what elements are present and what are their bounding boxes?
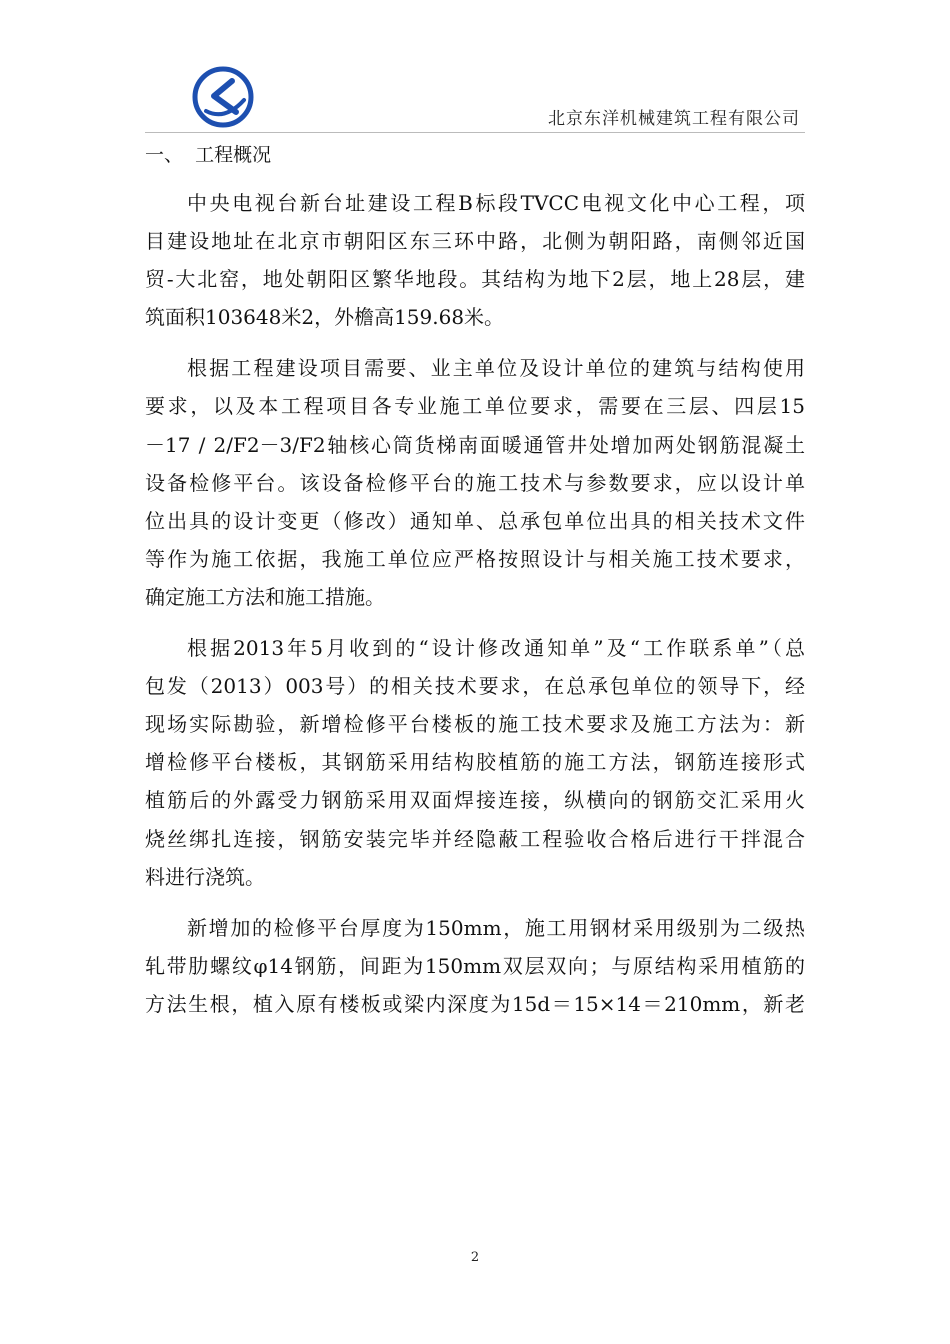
document-body xyxy=(145,184,805,1023)
text-line: －17 / 2/F2－3/F2轴核心筒货梯南面暖通管井处增加两处钢筋混凝土 xyxy=(145,432,805,457)
text-line: 确定施工方法和施工措施。 xyxy=(145,584,385,609)
text-line: 烧丝绑扎连接，钢筋安装完毕并经隐蔽工程验收合格后进行干拌混合 xyxy=(145,826,805,851)
text-line: 植筋后的外露受力钢筋采用双面焊接连接，纵横向的钢筋交汇采用火 xyxy=(145,788,805,813)
paragraph-specs xyxy=(145,909,805,1023)
paragraph-method xyxy=(145,629,805,896)
section-title: 一、 工程概况 xyxy=(145,144,272,166)
header-divider xyxy=(145,132,805,133)
text-line: 包发（2013）003号）的相关技术要求，在总承包单位的领导下，经 xyxy=(145,674,805,699)
company-name: 北京东洋机械建筑工程有限公司 xyxy=(548,109,800,129)
text-line: 中央电视台新台址建设工程B标段TVCC电视文化中心工程，项 xyxy=(187,191,805,215)
text-line: 贸-大北窑，地处朝阳区繁华地段。其结构为地下2层，地上28层，建 xyxy=(145,267,805,292)
text-line: 要求，以及本工程项目各专业施工单位要求，需要在三层、四层15 xyxy=(145,394,805,419)
text-line: 新增加的检修平台厚度为150mm，施工用钢材采用级别为二级热 xyxy=(187,915,805,940)
text-line: 根据2013年5月收到的“设计修改通知单”及“工作联系单”（总 xyxy=(187,636,805,661)
text-line: 轧带肋螺纹φ14钢筋，间距为150mm双层双向；与原结构采用植筋的 xyxy=(145,953,805,978)
company-logo-icon xyxy=(192,66,254,128)
text-line: 料进行浇筑。 xyxy=(145,864,265,889)
page-number: 2 xyxy=(470,1250,480,1265)
text-line: 增检修平台楼板，其钢筋采用结构胶植筋的施工方法，钢筋连接形式 xyxy=(145,750,805,775)
paragraph-overview xyxy=(145,184,805,336)
text-line: 根据工程建设项目需要、业主单位及设计单位的建筑与结构使用 xyxy=(187,356,805,381)
text-line: 位出具的设计变更（修改）通知单、总承包单位出具的相关技术文件 xyxy=(145,508,805,533)
text-line: 设备检修平台。该设备检修平台的施工技术与参数要求，应以设计单 xyxy=(145,470,805,495)
paragraph-requirements xyxy=(145,349,805,616)
text-line: 目建设地址在北京市朝阳区东三环中路，北侧为朝阳路，南侧邻近国 xyxy=(145,229,805,254)
text-line: 筑面积103648米2，外檐高159.68米。 xyxy=(145,305,505,330)
text-line: 现场实际勘验，新增检修平台楼板的施工技术要求及施工方法为：新 xyxy=(145,712,805,737)
text-line: 方法生根，植入原有楼板或梁内深度为15d＝15×14＝210mm，新老 xyxy=(145,991,805,1016)
text-line: 等作为施工依据，我施工单位应严格按照设计与相关施工技术要求， xyxy=(145,546,805,571)
